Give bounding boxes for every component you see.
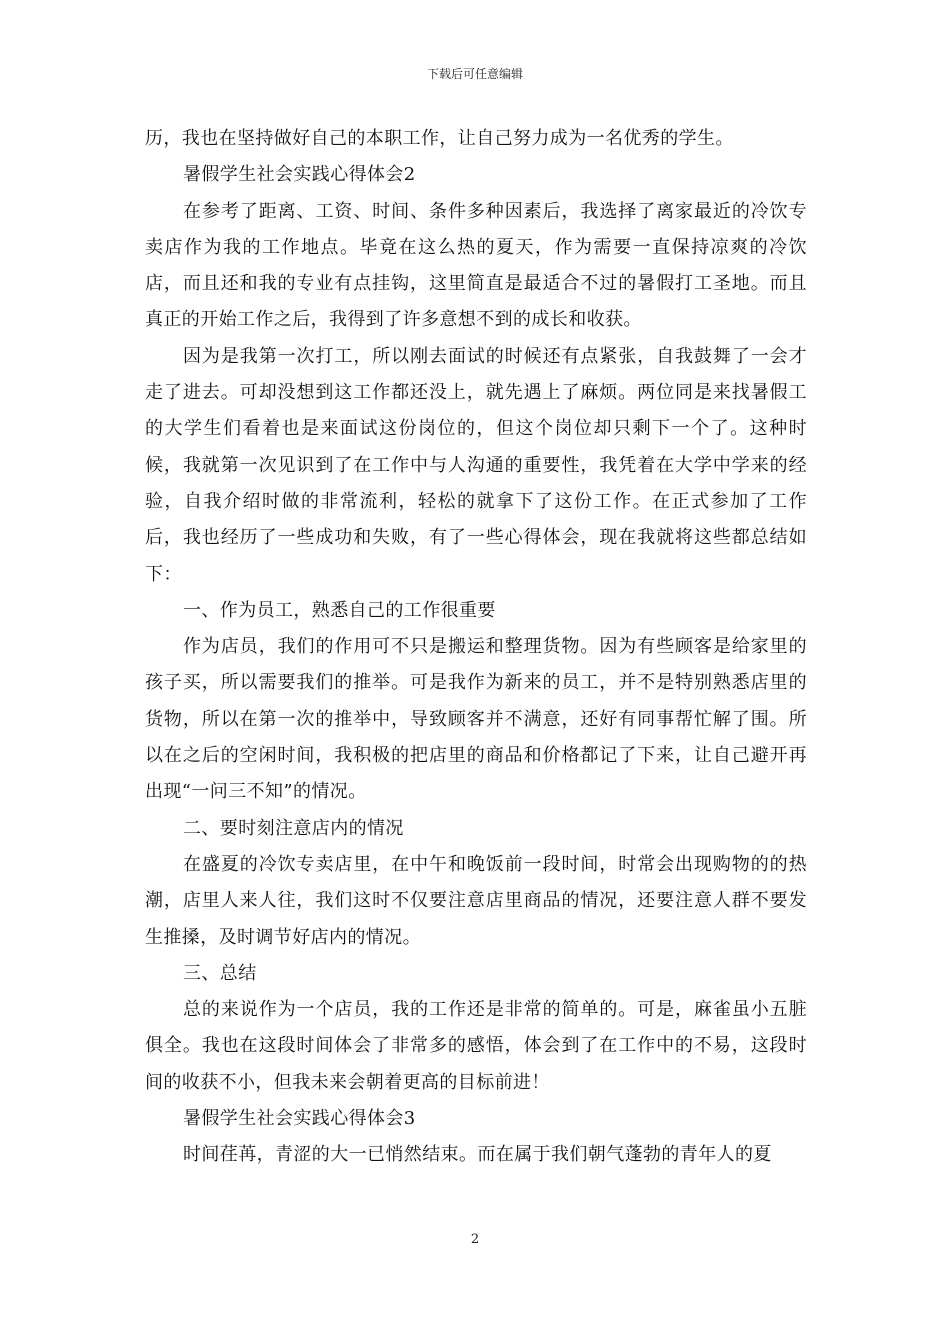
subheading-3: 三、总结	[183, 962, 257, 984]
paragraph: 因为是我第一次打工，所以刚去面试的时候还有点紧张，自我鼓舞了一会才走了进去。可却没想到这工作都还没上，就先遇上了麻烦。两位同是来找暑假工的大学生们看着也是来面试这份岗位的，但这个岗位却只剩下一个了。这种时候，我就第一次见识到了在工作中与人沟通的重要性，我凭着在大学中学来的经验，自我介绍时做的非常流利，轻松的就拿下了这份工作。在正式参加了工作后，我也经历了一些成功和失败，有了一些心得体会，现在我就将这些都总结如下：	[145, 345, 807, 585]
header-note: 下载后可任意编辑	[426, 67, 523, 81]
subheading-1: 一、作为员工，熟悉自己的工作很重要	[183, 599, 496, 621]
section-title-2: 暑假学生社会实践心得体会2	[183, 164, 416, 186]
document-body	[145, 121, 807, 1174]
paragraph: 在参考了距离、工资、时间、条件多种因素后，我选择了离家最近的冷饮专卖店作为我的工作地点。毕竟在这么热的夏天，作为需要一直保持凉爽的冷饮店，而且还和我的专业有点挂钩，这里简直是最适合不过的暑假打工圣地。而且真正的开始工作之后，我得到了许多意想不到的成长和收获。	[145, 200, 807, 331]
page-number: 2	[470, 1232, 480, 1247]
paragraph: 总的来说作为一个店员，我的工作还是非常的简单的。可是，麻雀虽小五脏俱全。我也在这段时间体会了非常多的感悟，体会到了在工作中的不易，这段时间的收获不小，但我未来会朝着更高的目标前进！	[145, 999, 807, 1093]
paragraph-continuation: 历，我也在坚持做好自己的本职工作，让自己努力成为一名优秀的学生。	[145, 128, 734, 149]
subheading-2: 二、要时刻注意店内的情况	[183, 817, 404, 839]
paragraph: 时间荏苒，青涩的大一已悄然结束。而在属于我们朝气蓬勃的青年人的夏	[183, 1144, 772, 1166]
paragraph: 作为店员，我们的作用可不只是搬运和整理货物。因为有些顾客是给家里的孩子买，所以需要我们的推举。可是我作为新来的员工，并不是特别熟悉店里的货物，所以在第一次的推举中，导致顾客并不满意，还好有同事帮忙解了围。所以在之后的空闲时间，我积极的把店里的商品和价格都记了下来，让自己避开再出现“一问三不知”的情况。	[145, 636, 807, 803]
section-title-3: 暑假学生社会实践心得体会3	[183, 1108, 416, 1130]
paragraph: 在盛夏的冷饮专卖店里，在中午和晚饭前一段时间，时常会出现购物的的热潮，店里人来人往，我们这时不仅要注意店里商品的情况，还要注意人群不要发生推搡，及时调节好店内的情况。	[145, 853, 807, 948]
